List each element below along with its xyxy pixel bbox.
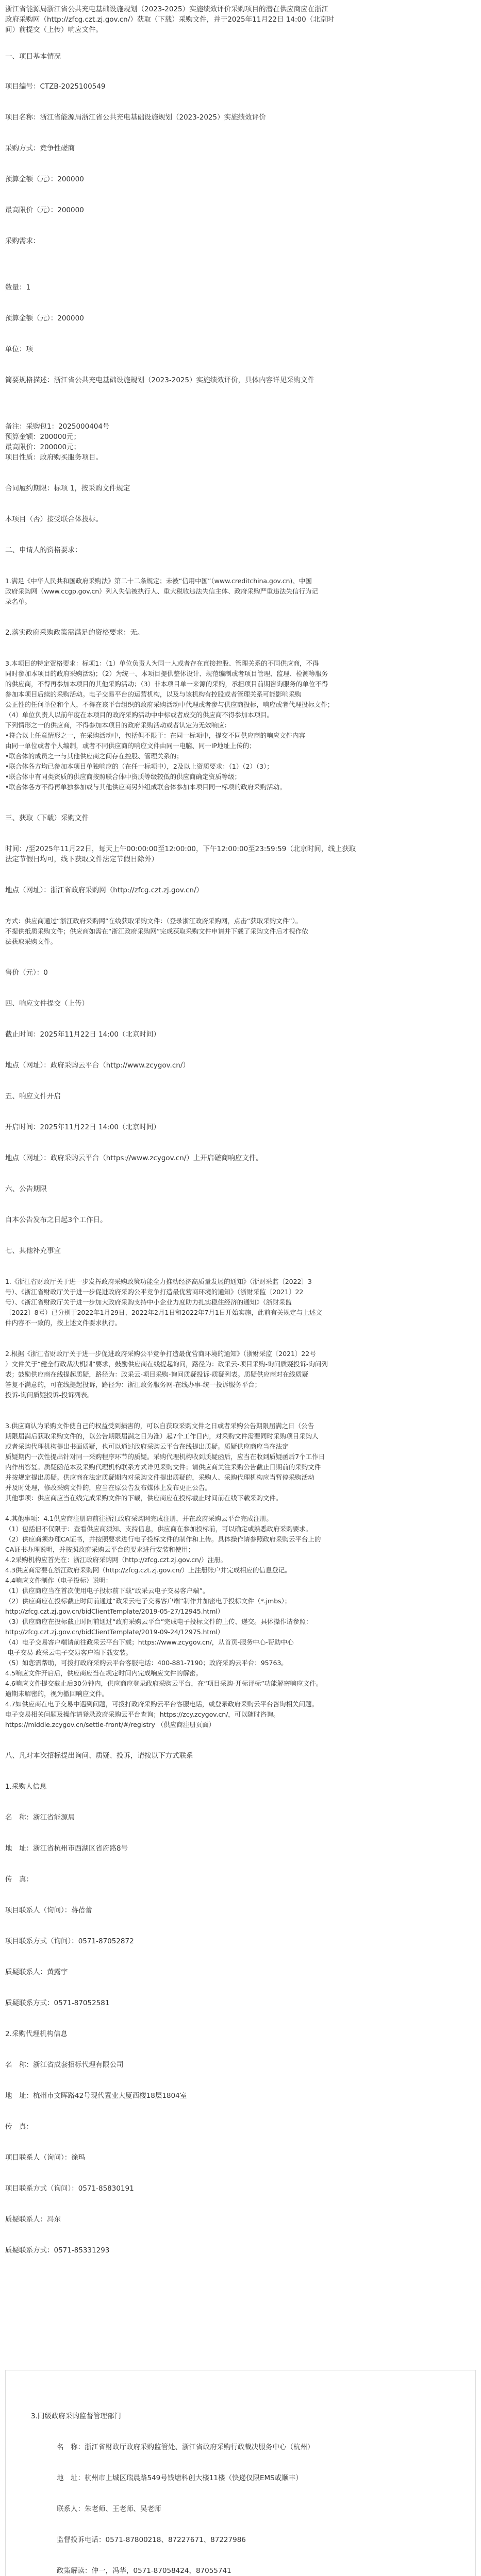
document-line: 并按规定提出质疑。供应商在法定质疑期内对采购文件提出质疑的，采购人、采购代理机构应当暂停采购活动	[5, 1473, 314, 1481]
document-line: -电子交易-政采云电子交易客户端下载安装。	[5, 1649, 132, 1656]
document-line: 件内容不一致的，按上述文件要求执行。	[5, 1319, 121, 1327]
document-line: 项目联系方式（询问）：0571-85830191	[5, 2184, 134, 2193]
document-line: 政策解读：仲一，冯华，0571-87058424，87055741	[57, 2567, 231, 2575]
document-line: 项目编号：CTZB-2025100549	[5, 82, 106, 91]
document-line: 并及时处理，修改采购文件的，应当在原公告发布媒体上发布更正公告。	[5, 1484, 211, 1492]
document-line: 下列情形之一的供应商，不得参加本项目的政府采购活动或者认定为无效响应：	[5, 721, 231, 729]
document-line: 采购需求：	[5, 237, 40, 245]
document-line: 名 称：浙江省能源局	[5, 1814, 75, 1822]
document-line[interactable]: https://middle.zcygov.cn/settle-front/#/registry （供应商注册页面）	[5, 1721, 215, 1728]
document-line: 1.《浙江省财政厅关于进一步发挥政府采购政策功能全力推动经济高质量发展的通知》（浙财采监〔2022〕3	[5, 1278, 312, 1285]
document-line[interactable]: 4.2采购机构应首先在：浙江政府采购网（http://zfcg.czt.zj.gov.cn/）注册。	[5, 1556, 227, 1564]
document-line: 参加本项目后续的采购活动。电子交易平台的运营机构，以及与该机构有控股或者管理关系可能影响采购	[5, 690, 302, 698]
document-line: 政府采购网（www.ccgp.gov.cn）列入失信被执行人、重大税收违法失信主体、政府采购严重违法失信行为记	[5, 587, 318, 595]
document-line: ）文件关于“健全行政裁决机制”要求，鼓励供应商在线提起询问，路径为：政采云-项目采购-询问质疑投诉-询问列	[5, 1360, 328, 1368]
document-line: 3.本项目的特定资格要求：标项1：（1）单位负责人为同一人或者存在直接控股、管理关系的不同供应商，不得	[5, 659, 319, 667]
document-line: 答复不满意的，可在线提起投诉，路径为：浙江政务服务网-在线办事-统一投诉服务平台；	[5, 1381, 261, 1388]
document-line: 最高限价（元）：200000	[5, 206, 84, 214]
document-line: 其他事项：供应商应当在线完成采购文件的下载，供应商应在投标截止时间前在线下载采购文件。	[5, 1494, 283, 1502]
document-line: 项目联系人（询问）：徐玛	[5, 2154, 86, 2162]
document-line: 投诉-询问质疑投诉-投诉列表。	[5, 1391, 94, 1399]
document-line: 质疑联系人：冯东	[5, 2215, 61, 2224]
document-line: 最高限价：200000元；	[5, 443, 81, 451]
document-line: 三、获取（下载）采购文件	[5, 814, 89, 822]
document-line: 项目联系方式（询问）：0571-87052872	[5, 1937, 134, 1945]
document-line: 表；鼓励供应商在线提起质疑，路径为：政采云-项目采购-询问质疑投诉-质疑列表。质疑供应商对在线质疑	[5, 1370, 309, 1378]
document-line: 一、项目基本情况	[5, 53, 61, 61]
document-line: 方式：供应商通过“浙江政府采购网”在线获取采购文件：（登录浙江政府采购网，点击“获取采购文件”）。	[5, 917, 302, 925]
document-line: 四、响应文件提交（上传）	[5, 999, 89, 1008]
document-line: 2.落实政府采购政策需满足的资格要求：无。	[5, 629, 144, 637]
document-line: 地 址：浙江省杭州市西湖区省府路8号	[5, 1844, 128, 1853]
document-line: 自本公告发布之日起3个工作日。	[5, 1216, 107, 1224]
document-line: 监督投诉电话：0571-87800218、87227671、87227986	[57, 2536, 246, 2544]
document-line: 3.同级政府采购监督管理部门	[31, 2412, 121, 2420]
document-line: 法定节假日均可，线下获取文件法定节假日除外）	[5, 855, 158, 863]
document-line: 预算金额（元）：200000	[5, 314, 84, 323]
document-line: 质疑联系方式：0571-87052581	[5, 1999, 110, 2007]
document-line: （2）供应商须办理CA证书，并按照要求进行电子投标文件的制作和上传。具体操作请参照政府采购云平台上的	[5, 1535, 321, 1543]
document-line: 4.7如供应商在电子交易中遇到问题，可拨打政府采购云平台客服电话，或登录政府采购云平台咨询相关问题。	[5, 1700, 318, 1708]
document-line: 合同履约期限：标项 1，按采购文件规定	[5, 484, 130, 493]
document-line[interactable]: 地点（网址）：浙江省政府采购网（http://zfcg.czt.zj.gov.cn/）	[5, 886, 204, 894]
document-line: 浙江省能源局浙江省公共充电基础设施规划（2023-2025）实施绩效评价采购项目的潜在供应商应在浙江	[5, 5, 329, 13]
document-line: 预算金额（元）：200000	[5, 175, 84, 183]
document-line: （1）包括但不仅限于：查看供应商须知、支持信息，供应商在参加投标前，可以确定或熟悉政府采购要求。	[5, 1525, 312, 1533]
document-line: 传 真：	[5, 2123, 33, 2131]
document-line: 开启时间：2025年11月22日 14:00（北京时间）	[5, 1123, 160, 1131]
document-line: 或者采购代理机构提出书面质疑，也可以通过政府采购云平台在线提出质疑。质疑供应商应当在法定	[5, 1443, 289, 1450]
document-line: 录名单。	[5, 598, 31, 605]
document-line: 4.4响应文件制作（电子投标）说明：	[5, 1577, 112, 1584]
document-line[interactable]: http://zfcg.czt.zj.gov.cn/bidClientTemplate/2019-09-24/12975.html）	[5, 1628, 224, 1636]
document-line: 同时参加本项目的政府采购活动；（2）为统一、本项目提供整体设计、规范编制或者项目管理、监理、检测等服务	[5, 670, 328, 677]
document-line[interactable]: 地点（网址）：政府采购云平台（http://www.zcygov.cn/）	[5, 1061, 190, 1070]
document-line: 二、申请人的资格要求：	[5, 546, 82, 554]
document-line: （3）供应商应在投标截止时间前通过“政府采购云平台”完成电子投标文件的上传、递交。具体操作请参照：	[5, 1618, 312, 1625]
document-line: 质疑联系方式：0571-85331293	[5, 2246, 110, 2255]
document-line: 3.供应商认为采购文件使自己的权益受到损害的，可以自获取采购文件之日或者采购公告期限届满之日（公告	[5, 1422, 314, 1430]
document-line[interactable]: 政府采购网（http://zfcg.czt.zj.gov.cn/）获取（下载）采购文件，并于2025年11月22日 14:00（北京时	[5, 15, 334, 24]
document-line: 不提供纸质采购文件；供应商如需在“浙江政府采购网”完成获取采购文件申请并下载了采购文件后才视作依	[5, 927, 308, 935]
document-line: 期限届满后获取采购文件的，以公告期限届满之日为准）起7个工作日内，对采购文件需要同时采购项目采购人	[5, 1432, 319, 1440]
document-line[interactable]: 地点（网址）：政府采购云平台（https://www.zcygov.cn/）上开启磋商响应文件。	[5, 1154, 263, 1162]
document-line: •联合体各方不得再单独参加或与其他供应商另外组成联合体参加本项目同一标项的政府采购活动。	[5, 783, 286, 791]
document-line: （2）供应商应在投标截止时间前通过“政采云电子交易客户端”制作并加密电子投标文件（*.jmbs）；	[5, 1597, 291, 1605]
document-line: 备注：采购包1：2025000404号	[5, 422, 110, 431]
document-line: 项目联系人（询问）：蒋蓓蕾	[5, 1906, 92, 1914]
document-line: 2.根据《浙江省财政厅关于进一步促进政府采购公平竞争打造最优营商环境的通知》（浙财采监〔2021〕22号	[5, 1350, 316, 1358]
document-line: 截止时间：2025年11月22日 14:00（北京时间）	[5, 1030, 160, 1039]
document-line: 预算金额：200000元；	[5, 433, 81, 441]
document-line: 内作出答复。质疑函范本及采购代理机构联系方式详见采购文件；请供应商关注采购公告截止日期前的采购文件	[5, 1463, 321, 1471]
document-line: 逾期未解密的，视为撤回响应文件。	[5, 1690, 108, 1698]
document-line: 联系人：朱老师、王老师、吴老师	[57, 2505, 161, 2513]
document-line: 间）前提交（上传）响应文件。	[5, 26, 103, 34]
document-line: 〔2022〕8号）已分别于2022年1月29日、2022年2月1日和2022年7月1日开始实施，此前有关规定与上述文	[5, 1309, 322, 1316]
document-line[interactable]: （4）电子交易客户端请前往政采云平台下载；https://www.zcygov.cn/，从首页-服务中心-帮助中心	[5, 1638, 294, 1646]
document-line: 质疑联系人：黄露宇	[5, 1968, 68, 1976]
document-line: 采购方式：竞争性磋商	[5, 144, 75, 152]
document-line: 公正性的任何单位和个人，不得在该平台组织的政府采购活动中代理或者参与供应商投标，响应或者代理投标文件；	[5, 701, 334, 708]
document-line: 本项目（否）接受联合体投标。	[5, 515, 103, 523]
document-line: 数量：1	[5, 283, 31, 292]
document-line: 号）、《浙江省财政厅关于进一步促进政府采购公平竞争打造最优营商环境的通知》（浙财采监〔2021〕22	[5, 1288, 304, 1296]
document-line: 4.6响应文件提交截止后30分钟内，供应商应登录政府采购云平台，在“项目采购-开标评标”功能解密响应文件。	[5, 1680, 323, 1687]
document-line: 2.采购代理机构信息	[5, 2030, 68, 2038]
document-line[interactable]: 4.3供应商需要在浙江政府采购网（http://zfcg.czt.zj.gov.cn/）上注册账户并完成相应的信息登记。	[5, 1566, 291, 1574]
document-line[interactable]: http://zfcg.czt.zj.gov.cn/bidClientTemplate/2019-05-27/12945.html）	[5, 1607, 224, 1615]
document-line: 质疑期内一次性提出针对同一采购程序环节的质疑。采购代理机构收到质疑函后，应当在收到质疑函后7个工作日	[5, 1453, 325, 1461]
document-line: 4.其他事项：4.1供应商注册请前往浙江政府采购网完成注册，并在政府采购云平台完成注册。	[5, 1515, 273, 1522]
document-line: •联合体中有同类资质的供应商按照联合体中资质等级较低的供应商确定资质等级；	[5, 773, 241, 781]
document-line: 由同一单位或者个人编制，或者不同供应商的响应文件由同一电脑、同一IP地址上传的；	[5, 742, 256, 750]
document-line[interactable]: 电子交易相关问题及操作请登录政府采购云平台查询；https://zcy.zcygov.cn/，可以随时咨询。	[5, 1710, 280, 1718]
document-line: 项目性质：政府购买服务项目。	[5, 453, 103, 462]
document-line: 名 称：浙江省成套招标代理有限公司	[5, 2061, 124, 2069]
document-line: （5）如您需帮助，可拨打政府采购云平台客服电话：400-881-7190；政府采购云平台：95763。	[5, 1659, 288, 1667]
document-line: 传 真：	[5, 1875, 33, 1884]
document-line: 六、公告期限	[5, 1185, 47, 1193]
document-line: 五、响应文件开启	[5, 1092, 61, 1100]
document-line: 售价（元）：0	[5, 969, 48, 977]
document-line: 地 址：杭州市文晖路42号现代置业大厦西楼18层1804室	[5, 2092, 187, 2100]
document-line: 八、凡对本次招标提出询问、质疑、投诉，请按以下方式联系	[5, 1752, 193, 1760]
document-line: 1.满足《中华人民共和国政府采购法》第二十二条规定；未被“信用中国”（www.creditchina.gov.cn)、中国	[5, 577, 312, 585]
document-line: •符合以上任意情形之一，在采购活动中，包括但不限于：在同一标项中，提交不同供应商的响应文件内容	[5, 732, 306, 739]
document-line: 简要规格描述：浙江省公共充电基础设施规划（2023-2025）实施绩效评价，具体内容详见采购文件	[5, 376, 315, 384]
document-line: 项目名称：浙江省能源局浙江省公共充电基础设施规划（2023-2025）实施绩效评价	[5, 113, 266, 122]
document-line: 1.采购人信息	[5, 1783, 47, 1791]
document-line: 法获取采购文件。	[5, 938, 57, 945]
document-line: 七、其他补充事宜	[5, 1247, 61, 1255]
document-line: 4.5响应文件开启后，供应商应当在规定时间内完成响应文件的解密。	[5, 1669, 203, 1677]
document-line: 的供应商，不得再参加本项目的其他采购活动；（3）非本项目单一来源的采购，承担项目前期咨询服务的单位不得	[5, 680, 328, 688]
document-line: 号）、《浙江省财政厅关于进一步加大政府采购支持中小企业力度助力扎实稳住经济的通知》（浙财采监	[5, 1298, 292, 1306]
document-line: •联合体各方均已参加本项目单独响应的（在任一标项中），2及以上资质要求：（1）（2）（3）；	[5, 762, 273, 770]
document-line: •联合体的成员之一与其他供应商之间存在控股、管理关系的；	[5, 752, 183, 760]
document-line: 时间：/至2025年11月22日，每天上午00:00:00至12:00:00，下午12:00:00至23:59:59（北京时间，线上获取	[5, 845, 356, 853]
document-line: 名 称：浙江省财政厅政府采购监管处、浙江省政府采购行政裁决服务中心（杭州）	[57, 2443, 314, 2451]
document-line: CA证书办理说明，并按照政府采购云平台的要求进行安装和使用；	[5, 1546, 195, 1553]
document-line: （4）单位负责人以前年度在本项目的政府采购活动中中标或者成交的供应商不得参加本项目。	[5, 711, 274, 719]
document-line: 单位：项	[5, 345, 33, 353]
document-line: （1）供应商应当在首次使用电子投标前下载“政采云电子交易客户端”。	[5, 1587, 209, 1595]
document-line: 地 址：杭州市上城区瑞晨路549号钱塘科创大楼11楼（快递仅限EMS或顺丰）	[57, 2474, 303, 2482]
